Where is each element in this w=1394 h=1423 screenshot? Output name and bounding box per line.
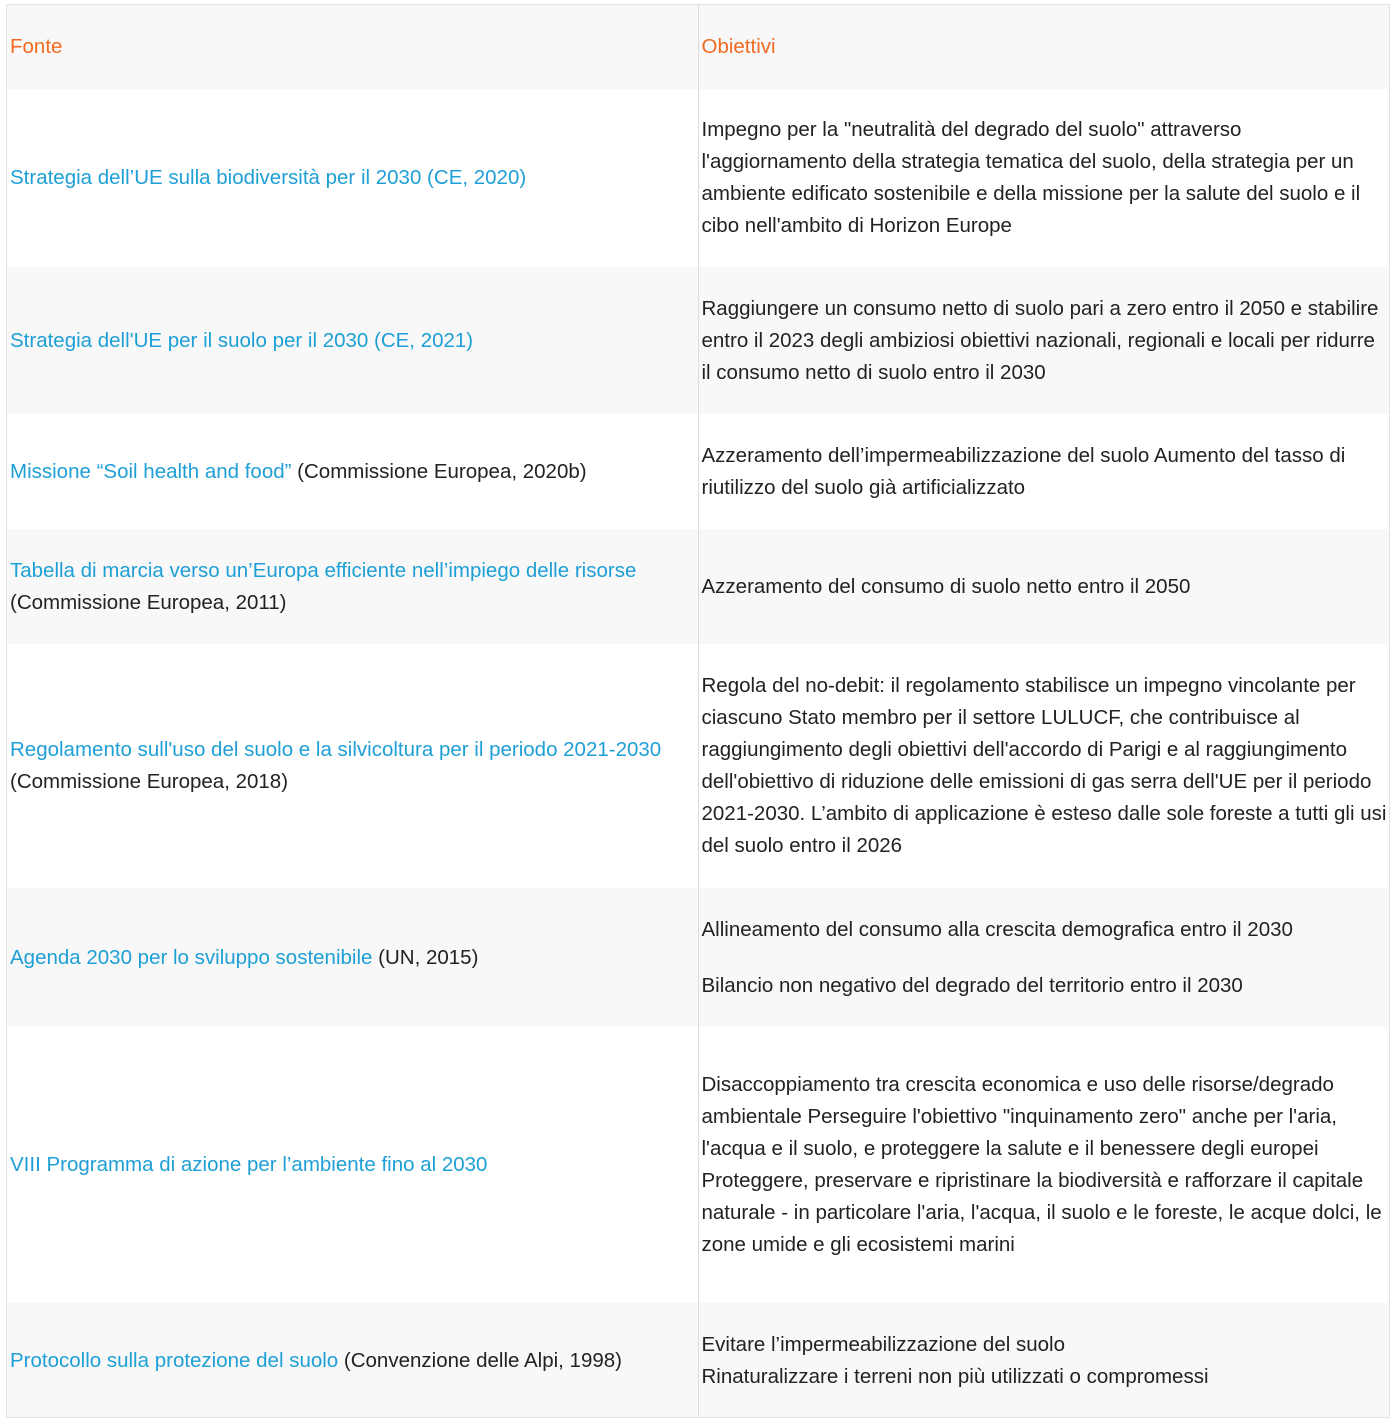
source-reference: (Convenzione delle Alpi, 1998) — [338, 1348, 622, 1372]
table-row — [7, 888, 1390, 1027]
objective-text: Evitare l’impermeabilizzazione del suolo — [701, 1332, 1065, 1356]
table-row — [7, 89, 1390, 267]
table-row — [7, 1303, 1390, 1418]
objective-text: Azzeramento dell’impermeabilizzazione del suolo Aumento del tasso di riutilizzo del suolo già artificializzato — [701, 443, 1346, 499]
source-cell — [7, 89, 698, 267]
objective-text: Bilancio non negativo del degrado del territorio entro il 2030 — [701, 973, 1243, 997]
header-objectives: Obiettivi — [698, 5, 1390, 89]
source-cell — [7, 414, 698, 529]
source-reference: (Commissione Europea, 2020b) — [291, 459, 587, 483]
source-cell — [7, 1027, 698, 1303]
objectives-table — [7, 5, 1390, 1418]
objectives-table-frame — [6, 4, 1390, 1418]
objective-text: Regola del no-debit: il regolamento stabilisce un impegno vincolante per ciascuno Stato membro per il settore LULUCF, che contribuisce al raggiungimento degli obiettivi dell'accordo di Parigi e al raggiungimento dell'obiettivo di riduzione delle emissioni di gas serra dell'UE per il periodo 2021-2030. L’ambito di applicazione è esteso dalle sole foreste a tutti gli usi del suolo entro il 2026 — [701, 674, 1387, 857]
source-link[interactable]: Regolamento sull'uso del suolo e la silvicoltura per il periodo 2021-2030 — [10, 738, 662, 761]
table-row — [7, 267, 1390, 414]
source-cell — [7, 888, 698, 1027]
source-link[interactable]: Agenda 2030 per lo sviluppo sostenibile — [10, 945, 373, 969]
table-row — [7, 414, 1390, 529]
objective-cell — [698, 888, 1390, 1027]
objective-text: Allineamento del consumo alla crescita demografica entro il 2030 — [701, 917, 1293, 941]
table-row — [7, 644, 1390, 888]
source-cell — [7, 529, 698, 644]
source-reference: (Commissione Europea, 2011) — [10, 590, 287, 614]
source-link[interactable]: Strategia dell’UE sulla biodiversità per il 2030 (CE, 2020) — [10, 166, 527, 189]
source-cell — [7, 644, 698, 888]
source-link[interactable]: Missione “Soil health and food” — [10, 459, 292, 483]
source-link[interactable]: VIII Programma di azione per l’ambiente fino al 2030 — [10, 1153, 488, 1176]
source-cell — [7, 1303, 698, 1418]
objective-cell — [698, 414, 1390, 529]
objective-text: Rinaturalizzare i terreni non più utilizzati o compromessi — [701, 1364, 1209, 1388]
objective-text: Disaccoppiamento tra crescita economica e uso delle risorse/degrado ambientale Perseguire l'obiettivo "inquinamento zero" anche per l'aria, l'acqua e il suolo, e proteggere la salute e il benessere degli europei Proteggere, preservare e ripristinare la biodiversità e rafforzare il capitale naturale - in particolare l'aria, l'acqua, il suolo e le foreste, le acque dolci, le zone umide e gli ecosistemi marini — [701, 1073, 1382, 1256]
objective-cell — [698, 1027, 1390, 1303]
source-cell — [7, 267, 698, 414]
source-link[interactable]: Tabella di marcia verso un’Europa efficiente nell’impiego delle risorse — [10, 558, 637, 582]
source-link[interactable]: Strategia dell'UE per il suolo per il 2030 (CE, 2021) — [10, 328, 474, 352]
objective-text: Azzeramento del consumo di suolo netto entro il 2050 — [701, 574, 1191, 598]
source-reference: (UN, 2015) — [372, 945, 479, 969]
paragraph-gap — [702, 946, 1388, 970]
objective-cell — [698, 89, 1390, 267]
table-row — [7, 1027, 1390, 1303]
objective-text: Raggiungere un consumo netto di suolo pari a zero entro il 2050 e stabilire entro il 2023 degli ambiziosi obiettivi nazionali, regionali e locali per ridurre il consumo netto di suolo entro il 2030 — [701, 296, 1379, 384]
source-link[interactable]: Protocollo sulla protezione del suolo — [10, 1348, 339, 1372]
objective-cell — [698, 267, 1390, 414]
objective-cell — [698, 529, 1390, 644]
header-source: Fonte — [10, 35, 63, 58]
objective-cell — [698, 644, 1390, 888]
source-reference: (Commissione Europea, 2018) — [10, 770, 289, 793]
table-header-row — [7, 5, 1390, 89]
table-row — [7, 529, 1390, 644]
objective-cell — [698, 1303, 1390, 1418]
objective-text: Impegno per la "neutralità del degrado del suolo" attraverso l'aggiornamento della strategia tematica del suolo, della strategia per un ambiente edificato sostenibile e della missione per la salute del suolo e il cibo nell'ambito di Horizon Europe — [701, 118, 1361, 237]
